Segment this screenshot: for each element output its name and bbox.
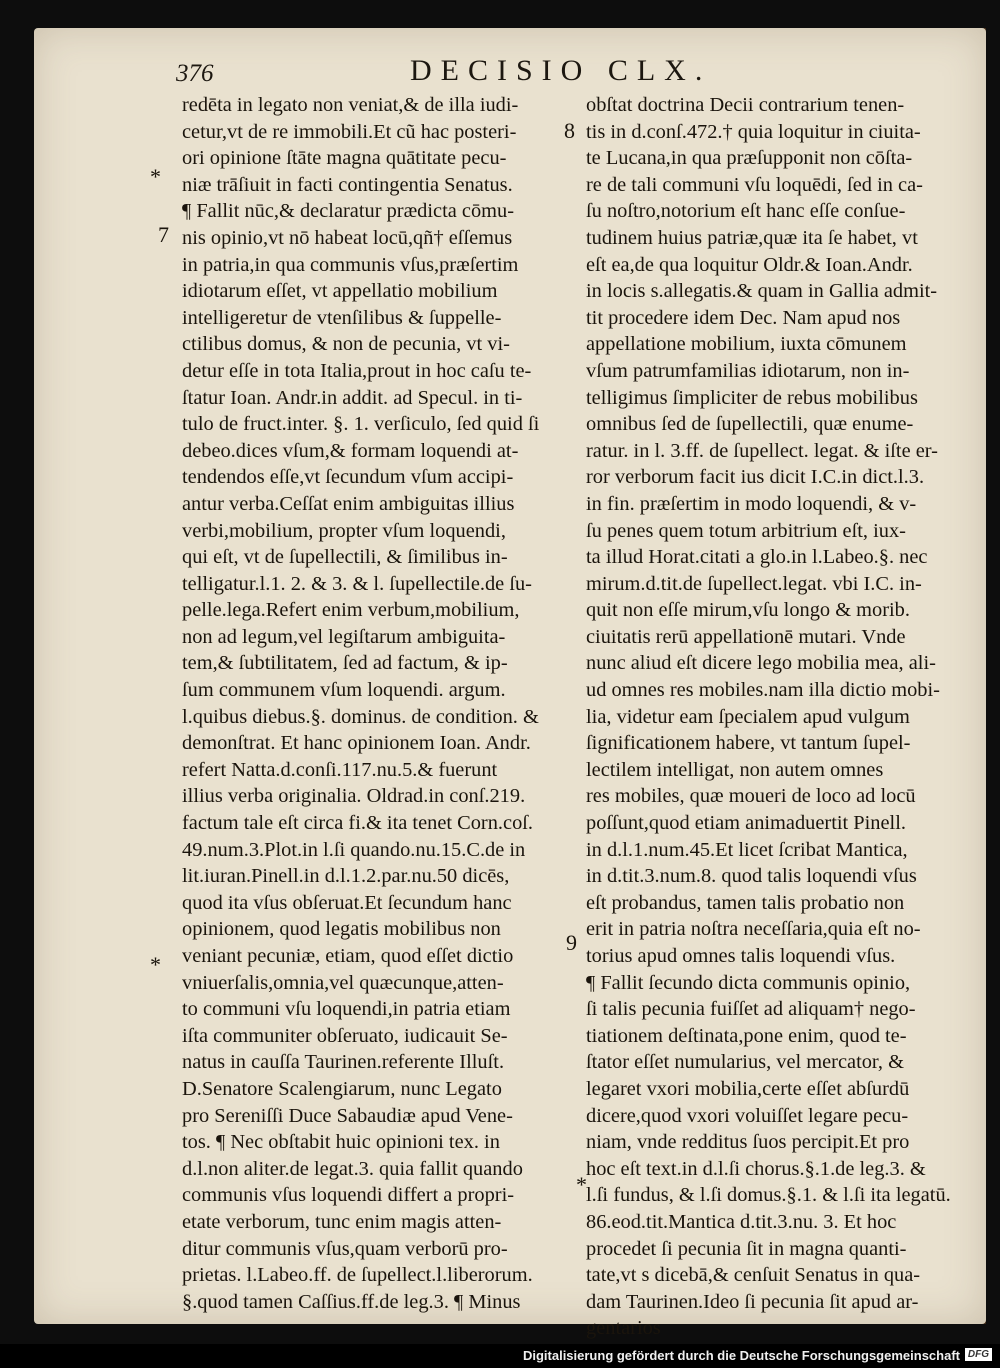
text-line: in fin. præſertim in modo loquendi, & v-	[586, 492, 917, 515]
text-line: in d.tit.3.num.8. quod talis loquendi vſus	[586, 865, 917, 888]
text-line: tate,vt s dicebā,& cenſuit Senatus in qua-	[586, 1264, 921, 1287]
text-line: quod ita vſus obſeruat.Et ſecundum hanc	[182, 891, 512, 914]
text-line: torius apud omnes talis loquendi vſus.	[586, 945, 896, 967]
text-line: l.quibus diebus.§. dominus. de condition. &	[182, 705, 539, 728]
margin-number-9: 9	[566, 930, 577, 955]
text-line: pelle.lega.Refert enim verbum,mobilium,	[182, 599, 520, 622]
text-line: niæ trāſiuit in facti contingentia Senatus.	[182, 173, 513, 196]
text-line: legaret vxori mobilia,certe eſſet abſurdū	[586, 1077, 910, 1100]
text-line: intelligeretur de vtenſilibus & ſuppelle-	[182, 306, 502, 329]
text-line: redēta in legato non veniat,& de illa iudi-	[182, 94, 519, 116]
text-line: te Lucana,in qua præſupponit non cōſta-	[586, 147, 913, 170]
text-line: demonſtrat. Et hanc opinionem Ioan. Andr.	[182, 732, 531, 755]
text-line: in d.l.1.num.45.Et licet ſcribat Mantica,	[586, 838, 908, 861]
text-line: tudinem huius patriæ,quæ ita ſe habet, vt	[586, 226, 918, 249]
text-line: vniuerſalis,omnia,vel quæcunque,atten-	[182, 971, 504, 994]
text-line: tiationem deſtinata,pone enim, quod te-	[586, 1024, 907, 1047]
text-line: ſu noſtro,notorium eſt hanc eſſe conſue-	[586, 200, 906, 223]
text-line: mirum.d.tit.de ſupellect.legat. vbi I.C. in-	[586, 572, 922, 595]
text-line: ſu penes quem totum arbitrium eſt, iux-	[586, 519, 906, 542]
text-line: communis vſus loquendi differt a propri-	[182, 1184, 515, 1207]
text-line: quit non eſſe mirum,vſu longo & morib.	[586, 599, 910, 622]
text-line: 86.eod.tit.Mantica d.tit.3.nu. 3. Et hoc	[586, 1210, 897, 1233]
text-line: ta illud Horat.citati a glo.in l.Labeo.§. nec	[586, 546, 928, 569]
text-line: ror verborum facit ius dicit I.C.in dict.l.3.	[586, 466, 925, 489]
text-line: procedet ſi pecunia ſit in magna quanti-	[586, 1237, 907, 1260]
text-line: in locis s.allegatis.& quam in Gallia admit-	[586, 280, 938, 303]
text-line: obſtat doctrina Decii contrarium tenen-	[586, 94, 905, 116]
text-line: prietas. l.Labeo.ff. de ſupellect.l.liberorum.	[182, 1264, 533, 1287]
text-line: gentarios	[586, 1317, 661, 1340]
page-header	[0, 52, 1000, 92]
text-line: d.l.non aliter.de legat.3. quia fallit quando	[182, 1157, 523, 1180]
text-line: opinionem, quod legatis mobilibus non	[182, 918, 501, 941]
text-line: eſt ea,de qua loquitur Oldr.& Ioan.Andr.	[586, 253, 913, 276]
text-line: appellatione mobilium, iuxta cōmunem	[586, 333, 907, 356]
text-line: illius verba originalia. Oldrad.in conſ.219.	[182, 785, 526, 808]
text-line: pro Sereniſſi Duce Sabaudiæ apud Vene-	[182, 1104, 513, 1127]
text-line: telligimus ſimpliciter de rebus mobilibus	[586, 386, 918, 409]
text-line: D.Senatore Scalengiarum, nunc Legato	[182, 1077, 502, 1100]
text-line: natus in cauſſa Taurinen.referente Illuſt.	[182, 1051, 505, 1074]
text-line: ratur. in l. 3.ff. de ſupellect. legat. & iſte er-	[586, 439, 938, 462]
dfg-logo: DFG	[965, 1348, 992, 1361]
text-line: ſtator eſſet numularius, vel mercator, &	[586, 1051, 904, 1074]
text-line: ſtatur Ioan. Andr.in addit. ad Specul. in ti-	[182, 386, 523, 409]
margin-asterisk: *	[576, 1172, 587, 1197]
text-line: nis opinio,vt nō habeat locū,qñ† eſſemus	[182, 226, 513, 249]
text-line: antur verba.Ceſſat enim ambiguitas illius	[182, 492, 515, 515]
left-column	[182, 92, 562, 1315]
text-line: iſta communiter obſeruato, iudicauit Se-	[182, 1024, 508, 1047]
text-line: to communi vſu loquendi,in patria etiam	[182, 998, 511, 1021]
text-line: poſſunt,quod etiam animaduertit Pinell.	[586, 812, 906, 835]
text-line: detur eſſe in tota Italia,prout in hoc caſu te-	[182, 359, 532, 382]
text-line: lia, videtur eam ſpecialem apud vulgum	[586, 705, 910, 728]
text-line: refert Natta.d.conſi.117.nu.5.& fuerunt	[182, 758, 498, 781]
text-line: lit.iuran.Pinell.in d.l.1.2.par.nu.50 dicēs,	[182, 865, 510, 888]
text-line: qui eſt, vt de ſupellectili, & ſimilibus in-	[182, 546, 508, 569]
text-line: tem,& ſubtilitatem, ſed ad factum, & ip-	[182, 652, 508, 675]
text-line: debeo.dices vſum,& formam loquendi at-	[182, 439, 519, 462]
text-line: tendendos eſſe,vt ſecundum vſum accipi-	[182, 466, 514, 489]
text-line: ¶ Fallit ſecundo dicta communis opinio,	[586, 971, 911, 994]
text-line: ſignificationem habere, vt tantum ſupel-	[586, 732, 911, 755]
text-line: etate verborum, tunc enim magis atten-	[182, 1210, 502, 1233]
text-line: re de tali communi vſu loquēdi, ſed in ca-	[586, 173, 923, 196]
text-line: telligatur.l.1. 2. & 3. & l. ſupellectile.de ſu-	[182, 572, 532, 595]
text-line: non ad legum,vel legiſtarum ambiguita-	[182, 625, 506, 648]
footer-bar	[0, 1344, 1000, 1368]
text-line: ditur communis vſus,quam verborū pro-	[182, 1237, 508, 1260]
text-line: ori opinione ſtāte magna quātitate pecu-	[182, 147, 507, 170]
page-number: 376	[176, 60, 214, 87]
text-line: res mobiles, quæ moueri de loco ad locū	[586, 785, 916, 808]
text-line: eſt probandus, tamen talis probatio non	[586, 891, 905, 914]
text-line: factum tale eſt circa fi.& ita tenet Corn.coſ.	[182, 812, 534, 835]
text-line: verbi,mobilium, propter vſum loquendi,	[182, 519, 506, 542]
text-line: ¶ Fallit nūc,& declaratur prædicta cōmu-	[182, 200, 514, 223]
text-line: tos. ¶ Nec obſtabit huic opinioni tex. in	[182, 1131, 500, 1154]
text-line: idiotarum eſſet, vt appellatio mobilium	[182, 280, 498, 303]
text-line: tulo de fruct.inter. §. 1. verſiculo, ſed quid ſi	[182, 413, 540, 436]
text-line: vſum patrumfamilias idiotarum, non in-	[586, 359, 910, 382]
text-line: 49.num.3.Plot.in l.ſi quando.nu.15.C.de in	[182, 838, 526, 861]
text-line: lectilem intelligat, non autem omnes	[586, 758, 884, 781]
text-line: hoc eſt text.in d.l.ſi chorus.§.1.de leg.3. &	[586, 1157, 926, 1180]
text-line: erit in patria noſtra neceſſaria,quia eſt no-	[586, 918, 921, 941]
text-line: §.quod tamen Caſſius.ff.de leg.3. ¶ Minus	[182, 1290, 521, 1313]
margin-number-7: 7	[158, 222, 169, 247]
text-line: ſum communem vſum loquendi. argum.	[182, 679, 506, 702]
text-line: dam Taurinen.Ideo ſi pecunia ſit apud ar-	[586, 1290, 919, 1313]
page-title: DECISIO CLX.	[410, 54, 712, 87]
text-line: niam, vnde redditus ſuos percipit.Et pro	[586, 1131, 910, 1154]
text-line: cetur,vt de re immobili.Et cũ hac posteri-	[182, 120, 517, 143]
text-line: ſi talis pecunia fuiſſet ad aliquam† nego-	[586, 998, 916, 1021]
text-line: in patria,in qua communis vſus,præſertim	[182, 253, 519, 276]
margin-asterisk: *	[150, 164, 161, 189]
margin-asterisk: *	[150, 952, 161, 977]
text-line: l.ſi fundus, & l.ſi domus.§.1. & l.ſi ita legatū.	[586, 1184, 951, 1207]
text-line: ud omnes res mobiles.nam illa dictio mobi-	[586, 679, 940, 702]
text-line: ciuitatis rerū appellationē mutari. Vnde	[586, 625, 906, 648]
text-line: tit procedere idem Dec. Nam apud nos	[586, 306, 901, 329]
text-line: nunc aliud eſt dicere lego mobilia mea, ali-	[586, 652, 936, 675]
right-column	[586, 92, 962, 1342]
margin-number-8: 8	[564, 118, 575, 143]
text-line: veniant pecuniæ, etiam, quod eſſet dictio	[182, 945, 514, 967]
text-line: omnibus ſed de ſupellectili, quæ enume-	[586, 413, 914, 436]
text-line: tis in d.conſ.472.† quia loquitur in ciuita-	[586, 120, 921, 143]
text-line: ctilibus domus, & non de pecunia, vt vi-	[182, 333, 510, 356]
footer-text: Digitalisierung gefördert durch die Deutsche Forschungsgemeinschaft	[522, 1348, 960, 1363]
text-line: dicere,quod vxori voluiſſet legare pecu-	[586, 1104, 909, 1127]
